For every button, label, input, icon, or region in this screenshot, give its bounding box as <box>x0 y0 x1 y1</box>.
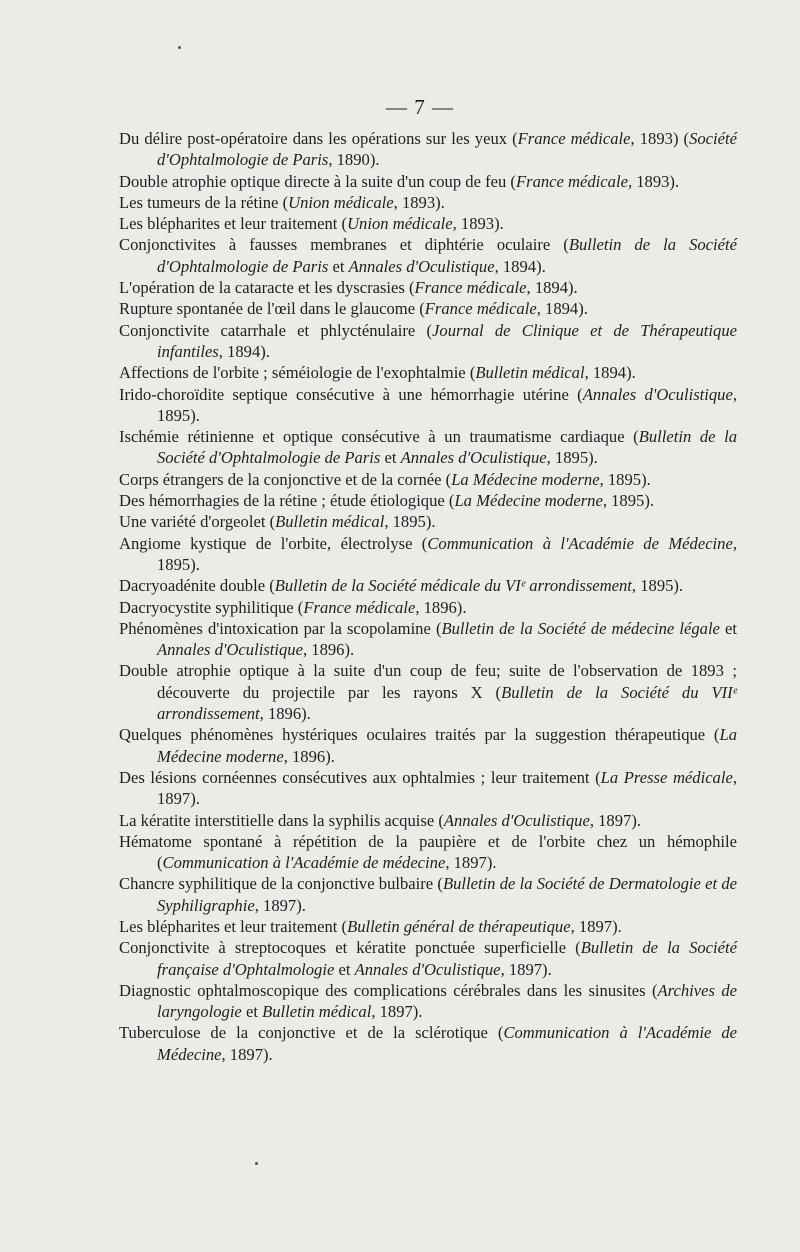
entry-text: , 1896). <box>283 746 335 766</box>
bibliography-entry <box>119 213 737 234</box>
entry-source-title: La Presse médicale <box>600 767 733 787</box>
entry-text: Des hémorrhagies de la rétine ; étude étiologique ( <box>119 491 455 511</box>
entry-text: , 1897). <box>589 810 641 830</box>
entry-text: , 1894). <box>584 363 636 383</box>
entry-text: , 1894). <box>526 278 578 298</box>
entry-text: , 1893). <box>627 171 680 191</box>
entry-source-title: France médicale <box>517 129 631 148</box>
entry-source-title: Bulletin de la Société de médecine légale <box>441 618 720 638</box>
entry-text: , 1893) ( <box>630 129 690 148</box>
entry-text: L'opération de la cataracte et les dyscrasies ( <box>119 278 415 298</box>
entry-source-title: Bulletin de la Société d'Ophtalmologie de Paris <box>157 235 737 276</box>
entry-source-title: Annales d'Oculistique <box>157 640 303 660</box>
entry-source-title: Annales d'Oculistique <box>443 810 590 830</box>
bibliography-entry <box>119 362 737 383</box>
entry-text: , 1894). <box>536 299 588 319</box>
bibliography-entry <box>119 937 737 980</box>
entry-text: Double atrophie optique à la suite d'un coup de feu; suite de l'observation de 1893 ; découverte du projectile par les rayons X ( <box>119 661 737 702</box>
entry-text: Rupture spontanée de l'œil dans le glaucome ( <box>119 299 425 319</box>
bibliography-entry <box>119 277 737 298</box>
entry-text: Phénomènes d'intoxication par la scopolamine ( <box>119 618 442 638</box>
entry-source-title: Bulletin médical <box>262 1002 372 1022</box>
entry-source-title: Bulletin de la Société d'Ophtalmologie de Paris <box>157 427 738 468</box>
bibliography-list <box>119 128 737 1065</box>
entry-text: , 1897). <box>570 916 622 936</box>
entry-source-title: Communication à l'Académie de Médecine <box>157 1023 737 1064</box>
entry-text: et <box>719 618 737 638</box>
entry-text: , 1897). <box>157 767 737 809</box>
entry-text: Angiome kystique de l'orbite, électrolyse ( <box>119 533 428 553</box>
entry-text: Irido-choroïdite septique consécutive à une hémorrhagie utérine ( <box>119 384 583 404</box>
bibliography-entry <box>119 660 737 724</box>
entry-text: Ischémie rétinienne et optique consécutive à un traumatisme cardiaque ( <box>119 427 639 447</box>
bibliography-entry <box>119 618 737 661</box>
bibliography-entry <box>119 171 737 192</box>
page-number: — 7 — <box>386 95 454 119</box>
entry-text: Les blépharites et leur traitement ( <box>119 214 348 234</box>
bibliography-entry <box>119 916 737 937</box>
entry-text: , 1897). <box>221 1044 273 1064</box>
entry-source-title: Union médicale <box>347 214 453 234</box>
entry-source-title: Journal de Clinique et de Thérapeutique infantiles <box>157 320 737 361</box>
entry-source-title: Union médicale <box>288 192 394 212</box>
entry-text: , 1897). <box>445 853 497 873</box>
bibliography-entry <box>119 575 737 596</box>
entry-source-title: Annales d'Oculistique <box>582 384 733 404</box>
entry-text: Une variété d'orgeolet ( <box>119 512 276 532</box>
entry-source-title: France médicale <box>303 597 416 617</box>
entry-source-title: Communication à l'Académie de médecine <box>162 853 446 873</box>
entry-text: et <box>241 1002 263 1022</box>
entry-text: , 1893). <box>452 214 504 234</box>
bibliography-entry <box>119 724 737 767</box>
entry-source-title: Communication à l'Académie de Médecine <box>427 533 733 553</box>
entry-text: Du délire post-opératoire dans les opérations sur les yeux ( <box>119 129 518 148</box>
entry-source-title: Annales d'Oculistique <box>354 959 501 979</box>
entry-text: Chancre syphilitique de la conjonctive bulbaire ( <box>119 874 443 894</box>
entry-text: Double atrophie optique directe à la suite d'un coup de feu ( <box>119 171 516 191</box>
entry-source-title: Annales d'Oculistique <box>348 256 495 276</box>
scan-speck <box>255 1162 258 1165</box>
bibliography-entry <box>119 128 737 171</box>
entry-text: et <box>380 448 401 468</box>
entry-text: Les blépharites et leur traitement ( <box>119 916 348 936</box>
entry-text: , 1895). <box>157 533 737 574</box>
entry-source-title: Bulletin médical <box>475 363 585 383</box>
entry-text: Conjonctivites à fausses membranes et diphtérie oculaire ( <box>119 235 569 255</box>
bibliography-entry <box>119 320 737 363</box>
bibliography-entry <box>119 234 737 277</box>
entry-source-title: Bulletin de la Société du VIIᵉ arrondissement <box>157 682 737 724</box>
bibliography-entry <box>119 192 737 213</box>
entry-text: , 1895). <box>599 469 651 489</box>
entry-text: , 1896). <box>302 640 355 660</box>
bibliography-entry <box>119 469 737 490</box>
entry-text: Dacryocystite syphilitique ( <box>119 597 304 617</box>
bibliography-entry <box>119 980 737 1023</box>
entry-text: , 1894). <box>494 256 546 276</box>
entry-source-title: Archives de laryngologie <box>157 980 738 1022</box>
bibliography-entry <box>119 597 737 618</box>
entry-text: , 1896). <box>415 597 467 617</box>
entry-text: , 1895). <box>157 384 737 425</box>
entry-text: , 1890). <box>328 150 380 170</box>
entry-text: , 1893). <box>393 192 445 212</box>
entry-text: Corps étrangers de la conjonctive et de la cornée ( <box>119 469 452 489</box>
entry-text: Tuberculose de la conjonctive et de la sclérotique ( <box>119 1023 504 1043</box>
entry-text: , 1894). <box>218 341 270 361</box>
bibliography-entry <box>119 1022 737 1065</box>
bibliography-entry <box>119 810 737 831</box>
entry-source-title: La Médecine moderne <box>157 725 737 766</box>
bibliography-entry <box>119 490 737 511</box>
entry-text: , 1895). <box>384 512 436 532</box>
bibliography-entry <box>119 426 737 469</box>
entry-source-title: France médicale <box>515 171 628 191</box>
bibliography-entry <box>119 533 737 576</box>
entry-text: et <box>334 959 355 979</box>
bibliography-entry <box>119 384 737 427</box>
entry-text: Hématome spontané à répétition de la paupière et de l'orbite chez un hémophile ( <box>119 831 737 873</box>
entry-source-title: France médicale <box>414 278 527 298</box>
entry-text: Conjonctivite à streptocoques et kératite ponctuée superficielle ( <box>119 938 581 958</box>
bibliography-entry <box>119 298 737 319</box>
scan-speck <box>178 46 181 49</box>
entry-source-title: Bulletin médical <box>275 512 385 532</box>
entry-text: La kératite interstitielle dans la syphilis acquise ( <box>119 810 444 830</box>
entry-text: Affections de l'orbite ; séméiologie de l'exophtalmie ( <box>119 363 476 383</box>
entry-text: Quelques phénomènes hystériques oculaires traités par la suggestion thérapeutique ( <box>119 725 720 745</box>
bibliography-entry <box>119 831 737 874</box>
entry-source-title: La Médecine moderne <box>451 469 600 489</box>
entry-text: , 1895). <box>631 576 684 596</box>
entry-text: , 1895). <box>602 491 654 511</box>
entry-text: , 1897). <box>254 895 306 915</box>
entry-text: Les tumeurs de la rétine ( <box>119 192 289 212</box>
entry-source-title: Société d'Ophtalmologie de Paris <box>157 129 737 170</box>
entry-text: Dacryoadénite double ( <box>119 576 275 596</box>
bibliography-entry <box>119 767 737 810</box>
entry-text: , 1895). <box>546 448 598 468</box>
entry-text: Des lésions cornéennes consécutives aux ophtalmies ; leur traitement ( <box>119 767 601 787</box>
entry-source-title: Bulletin de la Société médicale du VIᵉ arrondissement <box>274 576 632 596</box>
entry-source-title: Bulletin général de thérapeutique <box>347 916 571 936</box>
entry-text: Diagnostic ophtalmoscopique des complications cérébrales dans les sinusites ( <box>119 980 658 1000</box>
entry-text: , 1897). <box>371 1002 423 1022</box>
entry-source-title: La Médecine moderne <box>454 491 603 511</box>
entry-text: et <box>328 256 349 276</box>
bibliography-entry <box>119 873 737 916</box>
bibliography-entry <box>119 511 737 532</box>
entry-text: , 1896). <box>259 704 311 724</box>
entry-source-title: Annales d'Oculistique <box>400 448 547 468</box>
entry-source-title: France médicale <box>424 299 537 319</box>
entry-source-title: Bulletin de la Société française d'Ophtalmologie <box>157 938 737 979</box>
entry-source-title: Bulletin de la Société de Dermatologie et de Syphiligraphie <box>157 874 737 915</box>
entry-text: Conjonctivite catarrhale et phlycténulaire ( <box>119 320 433 340</box>
entry-text: , 1897). <box>500 959 552 979</box>
